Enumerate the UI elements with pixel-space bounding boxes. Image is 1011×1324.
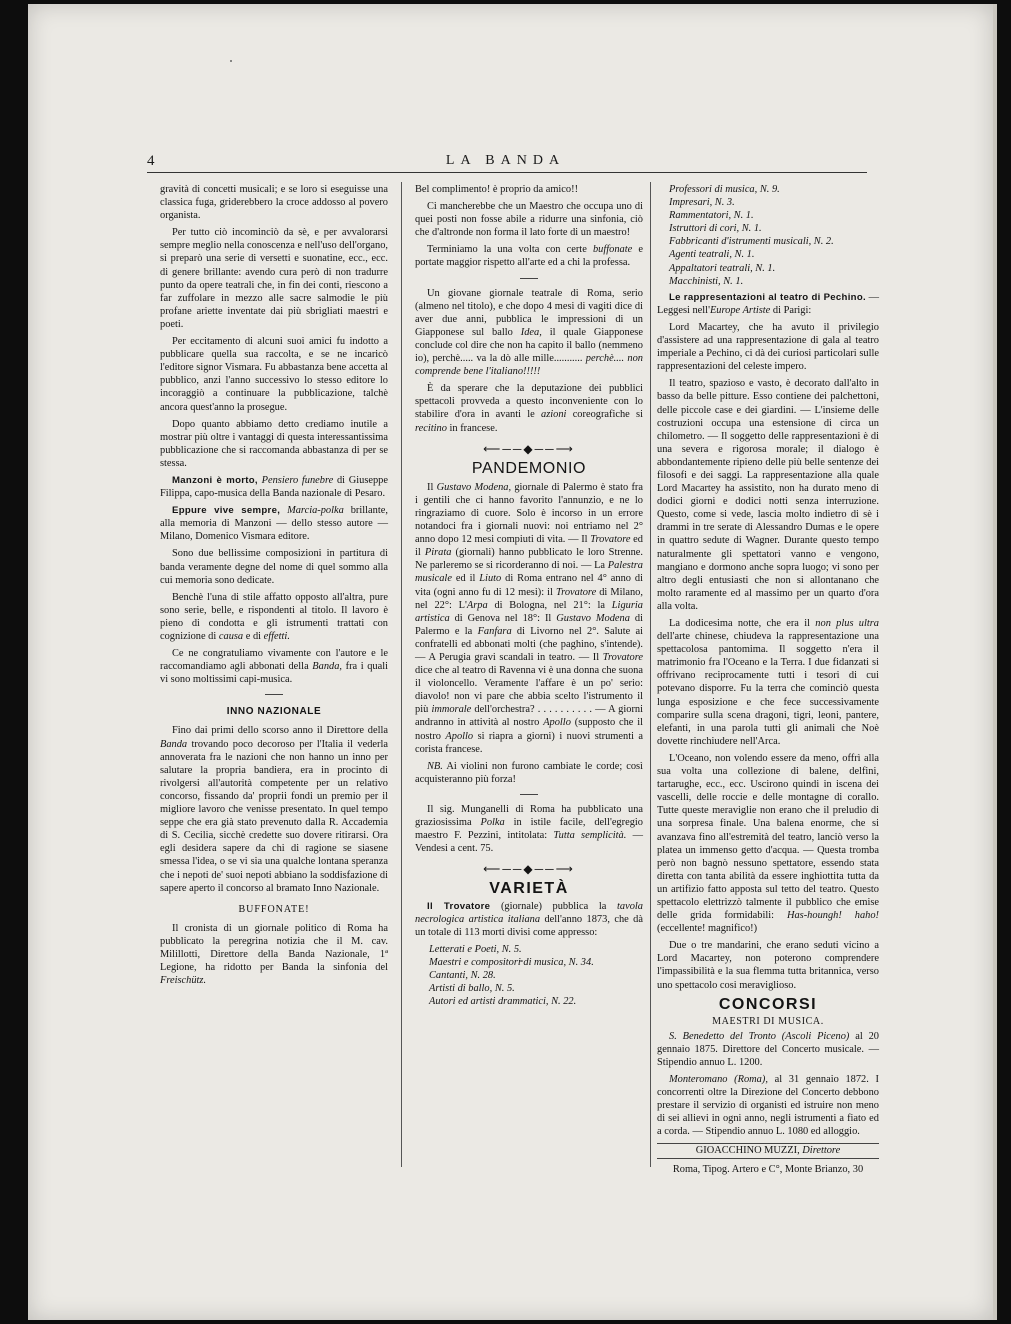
ornament-divider: ⟵──◆──⟶ [483,862,575,877]
paragraph: Un giovane giornale teatrale di Roma, serio (almeno nel titolo), e che dopo 4 mesi di vagiti dice di aver due anni, pubblica le impressioni di un Giapponese sul ballo Idea, il quale Giapponese conclude col dire che non ha capito il ballo (nemmeno io), perchè..... va la dò alle mille........... perchè.... non comprende bene l'italiano!!!!! [415,287,643,378]
section-heading: CONCORSI [718,995,818,1013]
list-item: Impresari, N. 3. [669,197,735,209]
column-divider [650,182,651,1167]
page-edge [993,4,997,1320]
paragraph: Terminiamo la una volta con certe buffonate e portate maggior rispetto all'arte ed a chi la professa. [415,244,643,269]
paragraph: Le rappresentazioni al teatro di Pechino. — Leggesi nell'Europe Artiste di Parigi: [657,291,879,316]
paragraph: La dodicesima notte, che era il non plus ultra dell'arte chinese, chiudeva la rappresentazione una spettacolosa pantomima. Il soggetto n'era il matrimonio fra l'Oceano e la Terra. I due fidanzati si offrivano reciprocamente tutti i tesori di cui potevano disporre. Fu la terra che cominciò questa lunga esposizione e che fece successivamente comparire sulla scena dragoni, tigri, leoni, pantere, elefanti, in una parola tutti gli animali che Noè dovette rinchiudere nell'Arca. [657,618,879,747]
lead-title: Eppure vive sempre, [172,505,281,517]
column-3 [657,183,879,1176]
paragraph: L'Oceano, non volendo essere da meno, offrì alla sua volta una collezione di balene, delfini, tartarughe, ecc., ecc. Uscirono quindi in iscena dei vascelli, delle roccie e delle montagne di corallo. Tutte queste meraviglie non erano che il preludio di una sorpresa finale. Una balena enorme, che si avanzava fino all'estremità del teatro, lanciò verso la platea un immenso getto d'acqua. — Questa tromba però non bagnò nessuno spettatore, essendo stata diretta con tanta abilità da essere inghiottita tutta da un artifizio fatto apposta sul tetto del teatro. Questo spettacolo elettrizzò talmente il pubblico che emise delle grida formidabili: Has-houngh! haho! (eccellente! magnifico!) [657,752,879,935]
section-heading: BUFFONATE! [238,903,310,915]
separator-rule [520,794,538,795]
paragraph: Ce ne congratuliamo vivamente con l'autore e le raccomandiamo agli abbonati della Banda, fra i quali vi sono moltissimi capi-musica. [160,648,388,686]
paragraph: Due o tre mandarini, che erano seduti vicino a Lord Macartey, non poterono comprendere l'impassibilità e la sua flemma tutta britannica, verso uno spettacolo cosi meraviglioso. [657,940,879,991]
list-item: Professori di musica, N. 9. [669,184,780,195]
printer-line: Roma, Tipog. Artero e C°, Monte Brianzo, 30 [672,1163,864,1175]
list-item: Maestri e compositori di musica, N. 34. [429,956,594,968]
column-divider [401,182,402,1167]
page-number: 4 [147,153,155,169]
paragraph: Il Trovatore (giornale) pubblica la tavola necrologica artistica italiana dell'anno 1873, che dà un totale di 113 morti divisi come appresso: [415,900,643,938]
list-item: Letterati e Poeti, N. 5. [429,943,522,955]
masthead-title: LA BANDA [445,153,566,168]
column-1 [160,183,388,991]
paragraph: Lord Macartey, che ha avuto il privilegio d'assistere ad una rappresentazione di gala al teatro imperiale a Pechino, ci dà dei curiosi particolari sulle rappresentazioni del celeste impero. [657,321,879,373]
separator-rule [520,278,538,279]
paragraph: Per eccitamento di alcuni suoi amici fu indotto a pubblicare quella sua raccolta, e se ne incaricò l'editore signor Vismara. Fu abbastanza bene accetta al pubblico, anzi l'anno successivo lo stesso editore lo incoraggiò a continuare la pubblicazione, talchè ancora quest'anno la prosegue. [160,336,388,413]
list-item: Cantanti, N. 28. [429,969,496,981]
review-manzoni: Manzoni è morto, Pensiero funebre di Giuseppe Filippa, capo-musica della Banda nazionale di Pesaro. [160,474,388,500]
section-heading: PANDEMONIO [471,459,587,477]
list-item: Artisti di ballo, N. 5. [429,983,515,995]
italic-title: Marcia-polka [287,505,344,517]
paragraph: Il sig. Munganelli di Roma ha pubblicato una graziosissima Polka in istile facile, dell'egregio maestro F. Pezzini, intitolata: Tutta semplicità. — Vendesi a cent. 75. [415,803,643,855]
paper-speck [230,60,232,62]
header-rule [147,172,867,173]
paragraph: Il cronista di un giornale politico di Roma ha pubblicato la peregrina notizia che il M. cav. Milillotti, Direttore della Banda Nazionale, 1ª Legione, ha ridotto per Banda la sinfonia del Freischütz. [160,922,388,987]
list-item: Autori ed artisti drammatici, N. 22. [429,996,577,1008]
paragraph: Il teatro, spazioso e vasto, è decorato dall'alto in basso da belle pitture. Esso contiene dei palchettoni, delle piccole case e dei giardini. — L'insieme delle costruzioni occupa una estensione di circa un chilometro. — Il soggetto delle rappresentazioni è di una severa e rigorosa morale; il dialogo è abbondantemente ripieno delle più belle sentenze dei filosofi e dei saggi. La rappresentazione alla quale Lord Macartey ha assistito, non ha durato meno di dodici giorni e dodici notti senza interruzione. Questo, come si vede, lascia molto indietro di sè i drammi in tre serate di Alessandro Dumas e le opere in quattro sedute di Wagner. Durante questo tempo naturalmente gli spettatori vanno e vengono, mangiano e dormono anche sopra luogo; vi sono per altro degli entusiasti che non si allontanano che molto raramente ed al massimo per un quarto d'ora alla volta. [657,378,879,612]
paragraph: Ci mancherebbe che un Maestro che occupa uno di quei posti non fosse abile a ridurre una sinfonia, ciò che d'altronde non forma il lato forte di un maestro! [415,201,643,239]
paragraph: Sono due bellissime composizioni in partitura di banda veramente degne del nome di quel sommo alla cui memoria sono dedicate. [160,548,388,586]
paragraph: Benchè l'una di stile affatto opposto all'altra, pure sono serie, belle, e rispondenti al titolo. Il lavoro è pieno di condotta e gli istrumenti trattati con cognizione di causa e di effetti. [160,591,388,642]
paragraph: È da sperare che la deputazione dei pubblici spettacoli provveda a questo inconveniente con lo stabilire d'ora in avanti le azioni coreografiche si recitino in francese. [415,383,643,434]
section-heading: VARIETÀ [489,880,569,898]
paragraph: Il Gustavo Modena, giornale di Palermo è stato fra i gentili che ci hanno favorito l'annunzio, e ne lo ringraziamo di cuore. Solo è incorso in un errore notandoci fra i giornali nuovi: noi entriamo nel 2° anno dopo 12 mesi compiuti di vita. — Il Trovatore ed il Pirata (giornali) hanno pubblicato le loro Strenne. Ne parleremo se si ricorderanno di noi. — La Palestra musicale ed il Liuto di Roma entrano nel 4° anno di vita (ogni anno fu di 12 mesi): il Trovatore di Milano, nel 22°: L'Arpa di Bologna, nel 21°: la Liguria artistica di Genova nel 18°: Il Gustavo Modena di Palermo e la Fanfara di Livorno nel 2°. Salute ai confratelli ed abbonati molti (che paghino, s'intende). — A Perugia gravi scandali in teatro. — Il Trovatore dice che al teatro di Ravenna vi è una donna che suona il violoncello. Veramente l'affare è un po' serio: diavolo! non vi pare che abbia scelto l'istrumento il più immorale dell'orchestra? . . . . . . . . . . — A giorni andranno in attività al nostro Apollo (supposto che il nostro Apollo si riapra a giorni) i nuovi strumenti a corista francese. [415,481,643,755]
italic-title: Pensiero funebre [261,474,334,486]
paragraph: NB. Ai violini non furono cambiate le corde; così acquisteranno più forza! [415,760,643,785]
list-item: Fabbricanti d'istrumenti musicali, N. 2. [669,236,834,248]
necrology-list [429,943,643,1008]
section-subheading: MAESTRI DI MUSICA. [712,1015,824,1027]
paragraph: Monteromano (Roma), al 31 gennaio 1872. I concorrenti oltre la Direzione del Concerto debbono prestare il servizio di organisti ed istruire non meno di sei allievi in ogni anno, negli istrumenti a fiato ed a corda. — Stipendio annuo L. 1080 ed alloggio. [657,1074,879,1138]
lead-title: Manzoni è morto, [172,474,258,486]
ornament-divider: ⟵──◆──⟶ [483,441,575,456]
list-item: Appaltatori teatrali, N. 1. [669,262,776,274]
list-item: Agenti teatrali, N. 1. [669,249,755,261]
section-heading: INNO NAZIONALE [226,706,322,718]
paragraph: gravità di concetti musicali; e se loro si eseguisse una classica fuga, griderebbero la croce addosso al povero organista. [160,184,388,222]
list-item: Istruttori di cori, N. 1. [669,223,762,235]
paragraph: Fino dai primi dello scorso anno il Direttore della Banda trovando poco decoroso per l'Italia il vederla annoverata fra le nazioni che non hanno un inno per salutare la propria bandiera, era in procinto di rivolgersi all'autorità competente per un relativo concorso, fissando da' proprii fondi un premio per il migliore lavoro che venisse presentato. In quel tempo seppe che era già stato prevenuto dalla R. Accademia di S. Cecilia, sicchè credette suo dovere ritirarsi. Ora egli desidera sapere da chi di ragione se siasene smessa l'idea, o se vi sia una qualche lontana speranza che i nepoti de' suoi nepoti abbiano la soddisfazione di sapere aperto il concorso al bramato Inno Nazionale. [160,725,388,894]
lead-title: Le rappresentazioni al teatro di Pechino. [669,291,866,303]
paragraph: Bel complimento! è proprio da amico!! [415,184,579,195]
review-eppure: Eppure vive sempre, Marcia-polka brillante, alla memoria di Manzoni — dello stesso autore — Milano, Domenico Vismara editore. [160,505,388,543]
column-2 [415,183,643,1008]
list-item: Rammentatori, N. 1. [669,210,754,222]
paragraph: Per tutto ciò incominciò da sè, e per avvalorarsi sempre meglio nella conoscenza e nell'uso dell'organo, si preparò una serie di versetti e suonatine, ecc., ecc. di genere brillante: avendo cura però di non tradurre punto da opere teatrali che, in fin dei conti, riescono a far zuffolare in mezzo alle sacre salmodie le più profane ariette inventate dai più sbrigliati maestri e poeti. [160,227,388,330]
list-item: Macchinisti, N. 1. [669,275,744,287]
necrology-list-continued [669,183,879,288]
paragraph: Dopo quanto abbiamo detto crediamo inutile a mostrar più oltre i vantaggi di questa interessantissima pubblicazione che si raccomanda abbastanza di per se stessa. [160,418,388,469]
separator-rule [265,694,283,695]
editor-line: GIOACCHINO MUZZI, Direttore [657,1143,879,1159]
paragraph: S. Benedetto del Tronto (Ascoli Piceno) al 20 gennaio 1875. Direttore del Concerto musicale. — Stipendio annuo L. 1200. [657,1030,879,1068]
